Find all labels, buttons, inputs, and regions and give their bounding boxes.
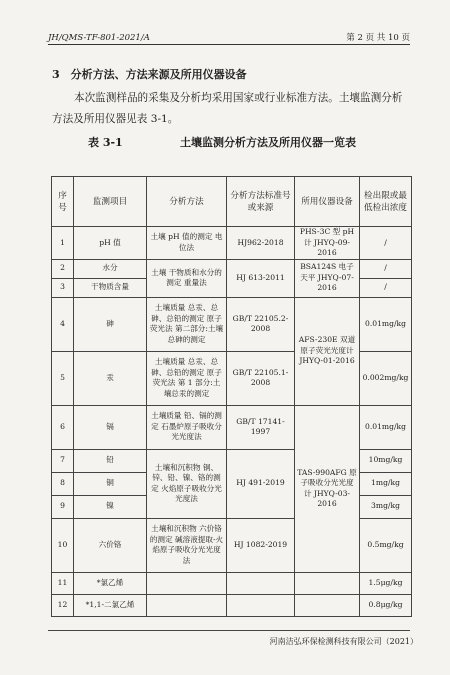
table-row [52,227,412,260]
row-limit: 0.002mg/kg [360,351,412,405]
row-limit: / [360,259,412,278]
col-header-item: 监测项目 [74,177,147,227]
row-limit: 0.8μg/kg [360,594,412,616]
table-row [52,259,412,278]
table-row [52,594,412,616]
col-header-limit: 检出限或最低检出浓度 [360,177,412,227]
table-row [52,405,412,449]
col-header-instrument: 所用仪器设备 [295,177,360,227]
row-no: 12 [52,594,74,616]
row-item: *1,1-二氯乙烯 [74,594,147,616]
table-header-row [52,177,412,227]
row-method: 土壤质量 铅、镉的测定 石墨炉原子吸收分光光度法 [147,405,227,449]
row-limit: / [360,278,412,297]
row-item: 镍 [74,495,147,518]
row-no: 1 [52,227,74,260]
row-standard: HJ 613-2011 [227,259,295,297]
intro-paragraph: 本次监测样品的采集及分析均采用国家或行业标准方法。土壤监测分析方法及所用仪器见表 3-1。 [52,92,403,125]
row-method: 土壤质量 总汞、总砷、总铅的测定 原子荧光法 第二部分:土壤总砷的测定 [147,297,227,351]
row-no: 7 [52,449,74,472]
row-standard: HJ 491-2019 [227,449,295,518]
row-item: 六价铬 [74,518,147,572]
row-no: 5 [52,351,74,405]
table-row [52,297,412,351]
col-header-no: 序号 [52,177,74,227]
row-method: 土壤和沉积物 六价铬的测定 碱溶液提取-火焰原子吸收分光光度法 [147,518,227,572]
row-limit: 1mg/kg [360,472,412,495]
row-method [147,572,227,594]
row-limit: 3mg/kg [360,495,412,518]
section-title: 3 分析方法、方法来源及所用仪器设备 [52,68,247,81]
footer-company: 河南洁弘环保检测科技有限公司（2021） [269,637,418,646]
row-instrument: PHS-3C 型 pH 计 JHYQ-09-2016 [295,227,360,260]
row-no: 4 [52,297,74,351]
page-header [48,30,410,44]
row-method: 土壤质量 总汞、总砷、总铅的测定 原子荧光法 第 1 部分:土壤总汞的测定 [147,351,227,405]
row-standard: GB/T 17141-1997 [227,405,295,449]
page-number: 第 2 页 共 10 页 [346,33,410,43]
row-item: 砷 [74,297,147,351]
col-header-standard: 分析方法标准号或来源 [227,177,295,227]
row-standard: GB/T 22105.2-2008 [227,297,295,351]
row-item: 干物质含量 [74,278,147,297]
row-item: *氯乙烯 [74,572,147,594]
footer-rule [48,630,410,631]
row-instrument: AFS-230E 双道原子荧光光度计 JHYQ-01-2016 [295,297,360,405]
table-title: 土壤监测分析方法及所用仪器一览表 [180,136,356,149]
row-instrument: TAS-990AFG 原子吸收分光光度计 JHYQ-03-2016 [295,405,360,572]
methods-table [51,176,412,617]
row-standard: HJ962-2018 [227,227,295,260]
row-no: 8 [52,472,74,495]
row-limit: 0.01mg/kg [360,297,412,351]
row-no: 10 [52,518,74,572]
row-no: 11 [52,572,74,594]
row-instrument [295,572,360,594]
row-standard: GB/T 22105.1-2008 [227,351,295,405]
row-limit: 0.5mg/kg [360,518,412,572]
row-no: 6 [52,405,74,449]
row-standard: HJ 1082-2019 [227,518,295,572]
row-method: 土壤和沉积物 铜、锌、铅、镍、铬的测定 火焰原子吸收分光光度法 [147,449,227,518]
row-method [147,594,227,616]
row-item: 水分 [74,259,147,278]
col-header-method: 分析方法 [147,177,227,227]
doc-code: JH/QMS-TF-801-2021/A [48,33,150,43]
row-standard [227,572,295,594]
row-item: pH 值 [74,227,147,260]
row-method: 土壤 干物质和水分的测定 重量法 [147,259,227,297]
row-limit: 1.5μg/kg [360,572,412,594]
row-item: 镉 [74,405,147,449]
row-no: 2 [52,259,74,278]
row-no: 3 [52,278,74,297]
table-number: 表 3-1 [88,136,123,149]
row-limit: 0.01mg/kg [360,405,412,449]
row-standard [227,594,295,616]
row-item: 铜 [74,472,147,495]
row-limit: / [360,227,412,260]
row-no: 9 [52,495,74,518]
row-instrument [295,594,360,616]
row-item: 汞 [74,351,147,405]
row-instrument: BSA124S 电子天平 JHYQ-07-2016 [295,259,360,297]
row-limit: 10mg/kg [360,449,412,472]
table-row [52,572,412,594]
header-rule [48,44,410,45]
row-method: 土壤 pH 值的测定 电位法 [147,227,227,260]
row-item: 铅 [74,449,147,472]
